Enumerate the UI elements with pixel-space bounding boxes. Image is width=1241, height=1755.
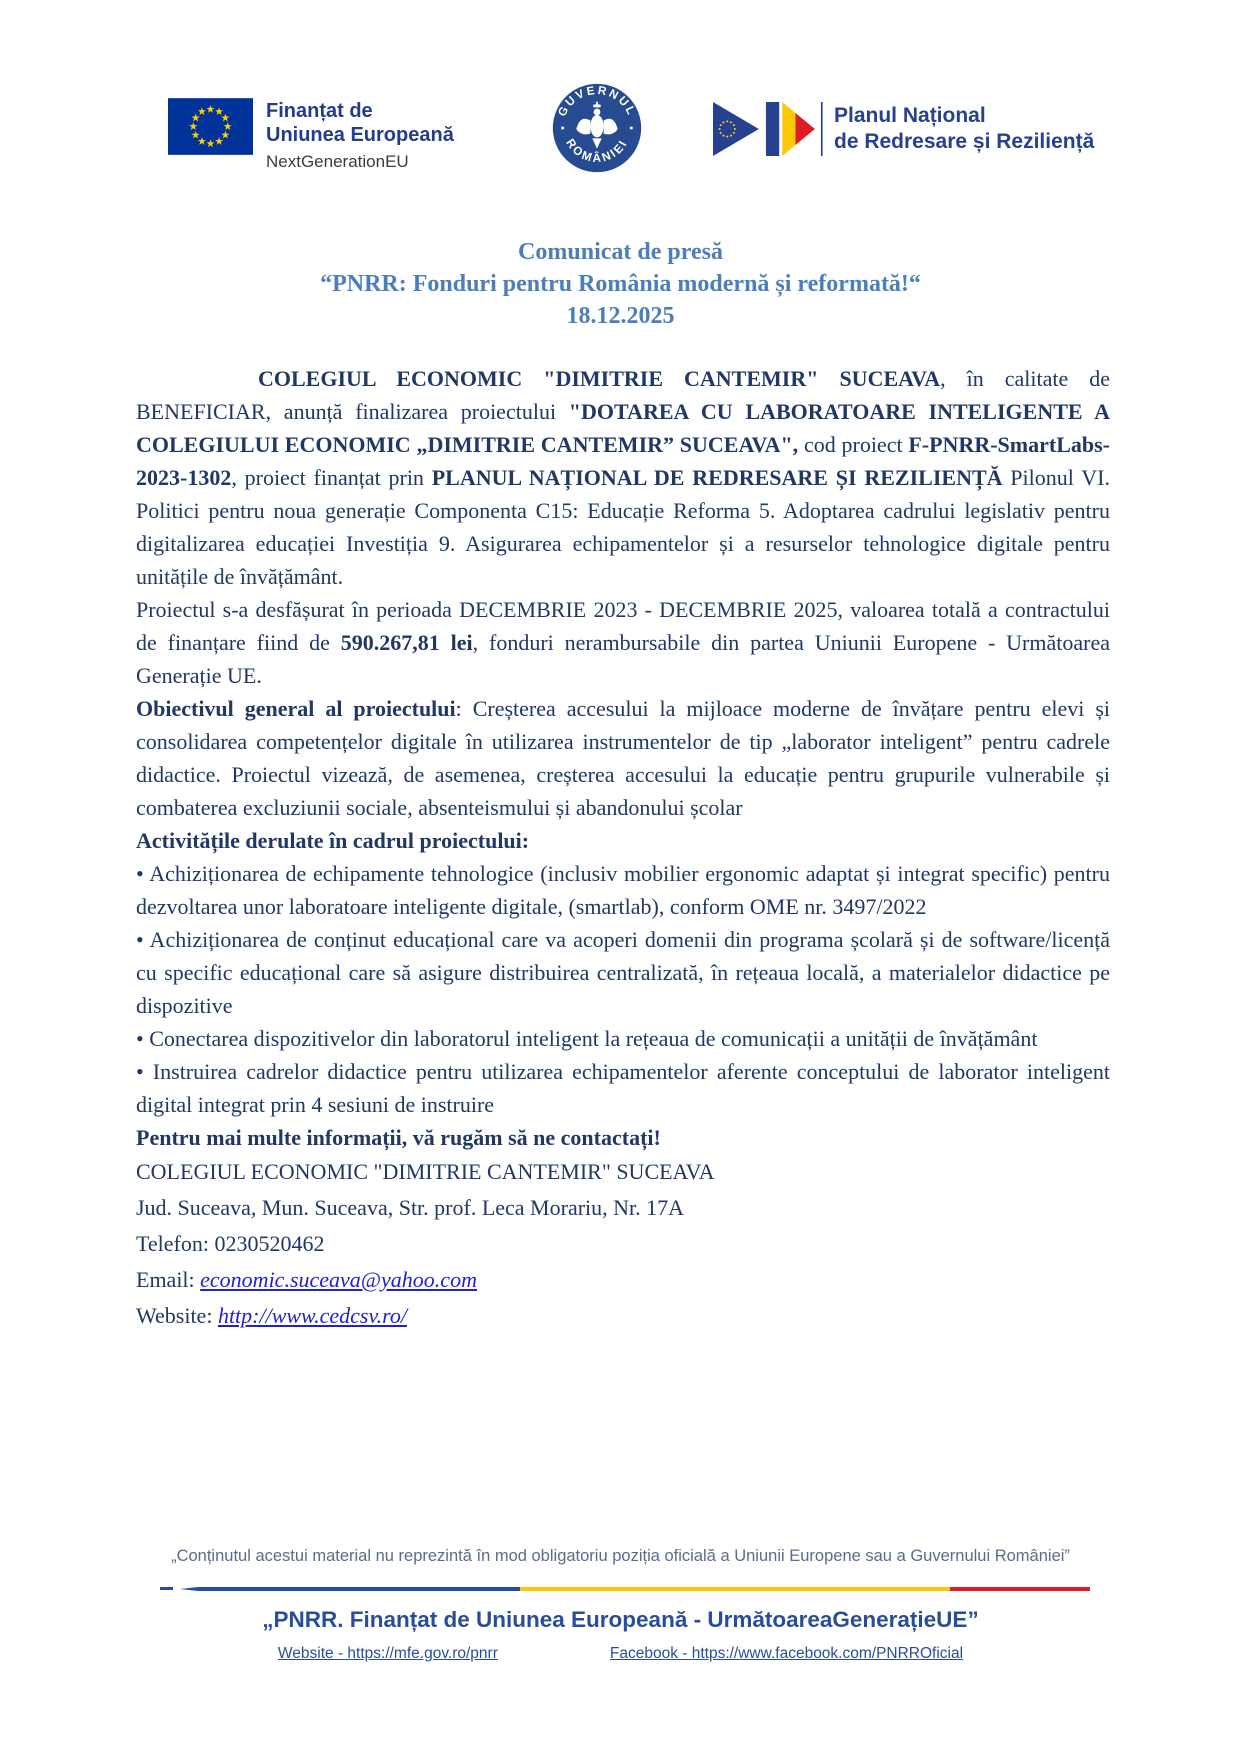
header-logos bbox=[0, 0, 1241, 196]
press-release-date: 18.12.2025 bbox=[566, 303, 675, 329]
romanian-government-logo bbox=[550, 81, 644, 180]
contact-phone: Telefon: 0230520462 bbox=[136, 1231, 325, 1256]
press-release-title: Comunicat de presă bbox=[518, 239, 723, 265]
bold-run: "DOTAREA CU LABORATOARE INTELIGENTE A COLEGIULUI ECONOMIC „DIMITRIE CANTEMIR” SUCEAVA", bbox=[136, 399, 1110, 457]
paragraph-objective bbox=[136, 692, 1110, 824]
bold-run: PLANUL NAȚIONAL DE REDRESARE ȘI REZILIENȚĂ bbox=[431, 465, 1003, 490]
tricolor-dash bbox=[160, 1587, 173, 1591]
tricolor-yellow-segment bbox=[520, 1587, 950, 1591]
eu-funding-line2: Uniunea Europeană bbox=[266, 124, 454, 146]
contact-organization: COLEGIUL ECONOMIC "DIMITRIE CANTEMIR" SUCEAVA bbox=[136, 1159, 715, 1184]
eu-funding-text bbox=[266, 98, 454, 172]
document-body bbox=[136, 362, 1110, 1334]
contact-website-row bbox=[136, 1298, 1110, 1334]
activity-list-item: • Instruirea cadrelor didactice pentru utilizarea echipamentelor aferente conceptului de laborator inteligent digital integrat prin 4 sesiuni de instruire bbox=[136, 1059, 1110, 1117]
paragraph-period-value bbox=[136, 593, 1110, 692]
tricolor-blue-segment bbox=[198, 1587, 520, 1591]
text-run: , fonduri nerambursabile din partea Uniunii Europene - Următoarea Generație UE. bbox=[136, 630, 1110, 688]
email-label: Email: bbox=[136, 1267, 201, 1292]
bold-run: COLEGIUL ECONOMIC "DIMITRIE CANTEMIR" SUCEAVA bbox=[258, 366, 941, 391]
activity-list-item: • Achiziționarea de conținut educațional care va acoperi domenii din programa școlară și de software/licență cu specific educațional care să asigure distribuirea centralizată, în rețeaua locală, a materialelor didactice pe dispozitive bbox=[136, 927, 1110, 1018]
text-run: : Creșterea accesului la mijloace moderne de învățare pentru elevi și consolidarea competențelor digitale în utilizarea instrumentelor de tip „laborator inteligent” pentru cadrele didactice. Proiectul vizează, de asemenea, creșterea accesului la educație pentru grupurile vulnerabile și combaterea excluziunii sociale, absenteismului și abandonului școlar bbox=[136, 696, 1111, 820]
government-seal-icon bbox=[550, 81, 644, 175]
email-link[interactable]: economic.suceava@yahoo.com bbox=[200, 1267, 477, 1292]
activity-list-item: • Achiziționarea de echipamente tehnologice (inclusiv mobilier ergonomic adaptat și integrat specific) pentru dezvoltarea unor laboratoare inteligente digitale, (smartlab), conform OME nr. 3497/2022 bbox=[136, 861, 1110, 919]
pnrr-logo-line2: de Redresare și Reziliență bbox=[834, 130, 1095, 153]
text-run: , în calitate de BENEFICIAR, anunță finalizarea proiectului bbox=[136, 366, 1110, 424]
next-generation-eu-label: NextGenerationEU bbox=[266, 152, 409, 171]
text-run: Pilonul VI. Politici pentru noua generație Componenta C15: Educație Reforma 5. Adoptarea cadrului legislativ pentru digitalizarea educației Investiția 9. Asigurarea echipamentelor și a resurselor tehnologice digitale pentru unitățile de învățământ. bbox=[136, 465, 1110, 589]
gov-logo-bottom-text: ROMÂNIEI bbox=[563, 136, 631, 165]
pnrr-logo bbox=[713, 102, 1094, 156]
press-release-subtitle: “PNRR: Fonduri pentru România modernă și reformată!“ bbox=[320, 271, 921, 297]
pnrr-slogan: „PNRR. Finanțat de Uniunea Europeană - UrmătoareaGenerațieUE” bbox=[262, 1607, 979, 1632]
activities-list bbox=[136, 857, 1110, 1121]
tricolor-arrow-tip bbox=[180, 1587, 198, 1591]
title-block bbox=[0, 236, 1241, 332]
website-link[interactable]: http://www.cedcsv.ro/ bbox=[217, 1303, 407, 1328]
tricolor-red-segment bbox=[950, 1587, 1090, 1591]
facebook-link[interactable]: Facebook - https://www.facebook.com/PNRROficial bbox=[609, 1645, 964, 1662]
website-label: Website: bbox=[136, 1303, 218, 1328]
mfe-website-link[interactable]: Website - https://mfe.gov.ro/pnrr bbox=[277, 1645, 498, 1662]
text-run: cod proiect bbox=[798, 432, 909, 457]
eu-funding-logo bbox=[168, 98, 454, 172]
bold-run: Obiectivul general al proiectului bbox=[136, 696, 456, 721]
eu-funding-line1: Finanțat de bbox=[266, 100, 373, 122]
activity-list-item: • Conectarea dispozitivelor din laboratorul inteligent la rețeaua de comunicații a unității de învățământ bbox=[136, 1026, 1038, 1051]
contact-email-row bbox=[136, 1262, 1110, 1298]
contact-address: Jud. Suceava, Mun. Suceava, Str. prof. Leca Morariu, Nr. 17A bbox=[136, 1195, 685, 1220]
bold-run: F-PNRR-SmartLabs-2023-1302 bbox=[136, 432, 1110, 490]
paragraph-beneficiary bbox=[136, 362, 1110, 593]
text-run: Proiectul s-a desfășurat în perioada DECEMBRIE 2023 - DECEMBRIE 2025, valoarea totală a contractului de finanțare fiind de bbox=[136, 597, 1110, 655]
tricolor-divider bbox=[160, 1586, 1090, 1591]
pnrr-logo-line1: Planul Național bbox=[834, 104, 986, 127]
bold-run: 590.267,81 lei bbox=[340, 630, 473, 655]
pnrr-logo-text bbox=[834, 103, 1094, 155]
pnrr-arrows-icon bbox=[713, 102, 823, 156]
eu-flag-icon bbox=[168, 98, 253, 155]
page-footer bbox=[0, 1546, 1241, 1663]
activities-heading: Activitățile derulate în cadrul proiectului: bbox=[136, 828, 530, 853]
gov-logo-top-text: GUVERNUL bbox=[555, 83, 639, 119]
contact-heading: Pentru mai multe informații, vă rugăm să ne contactați! bbox=[136, 1125, 661, 1150]
disclaimer-text: „Conținutul acestui material nu reprezintă în mod obligatoriu poziția oficială a Uniunii Europene sau a Guvernului României” bbox=[171, 1547, 1070, 1565]
footer-links bbox=[0, 1645, 1241, 1663]
text-run: , proiect finanțat prin bbox=[231, 465, 432, 490]
